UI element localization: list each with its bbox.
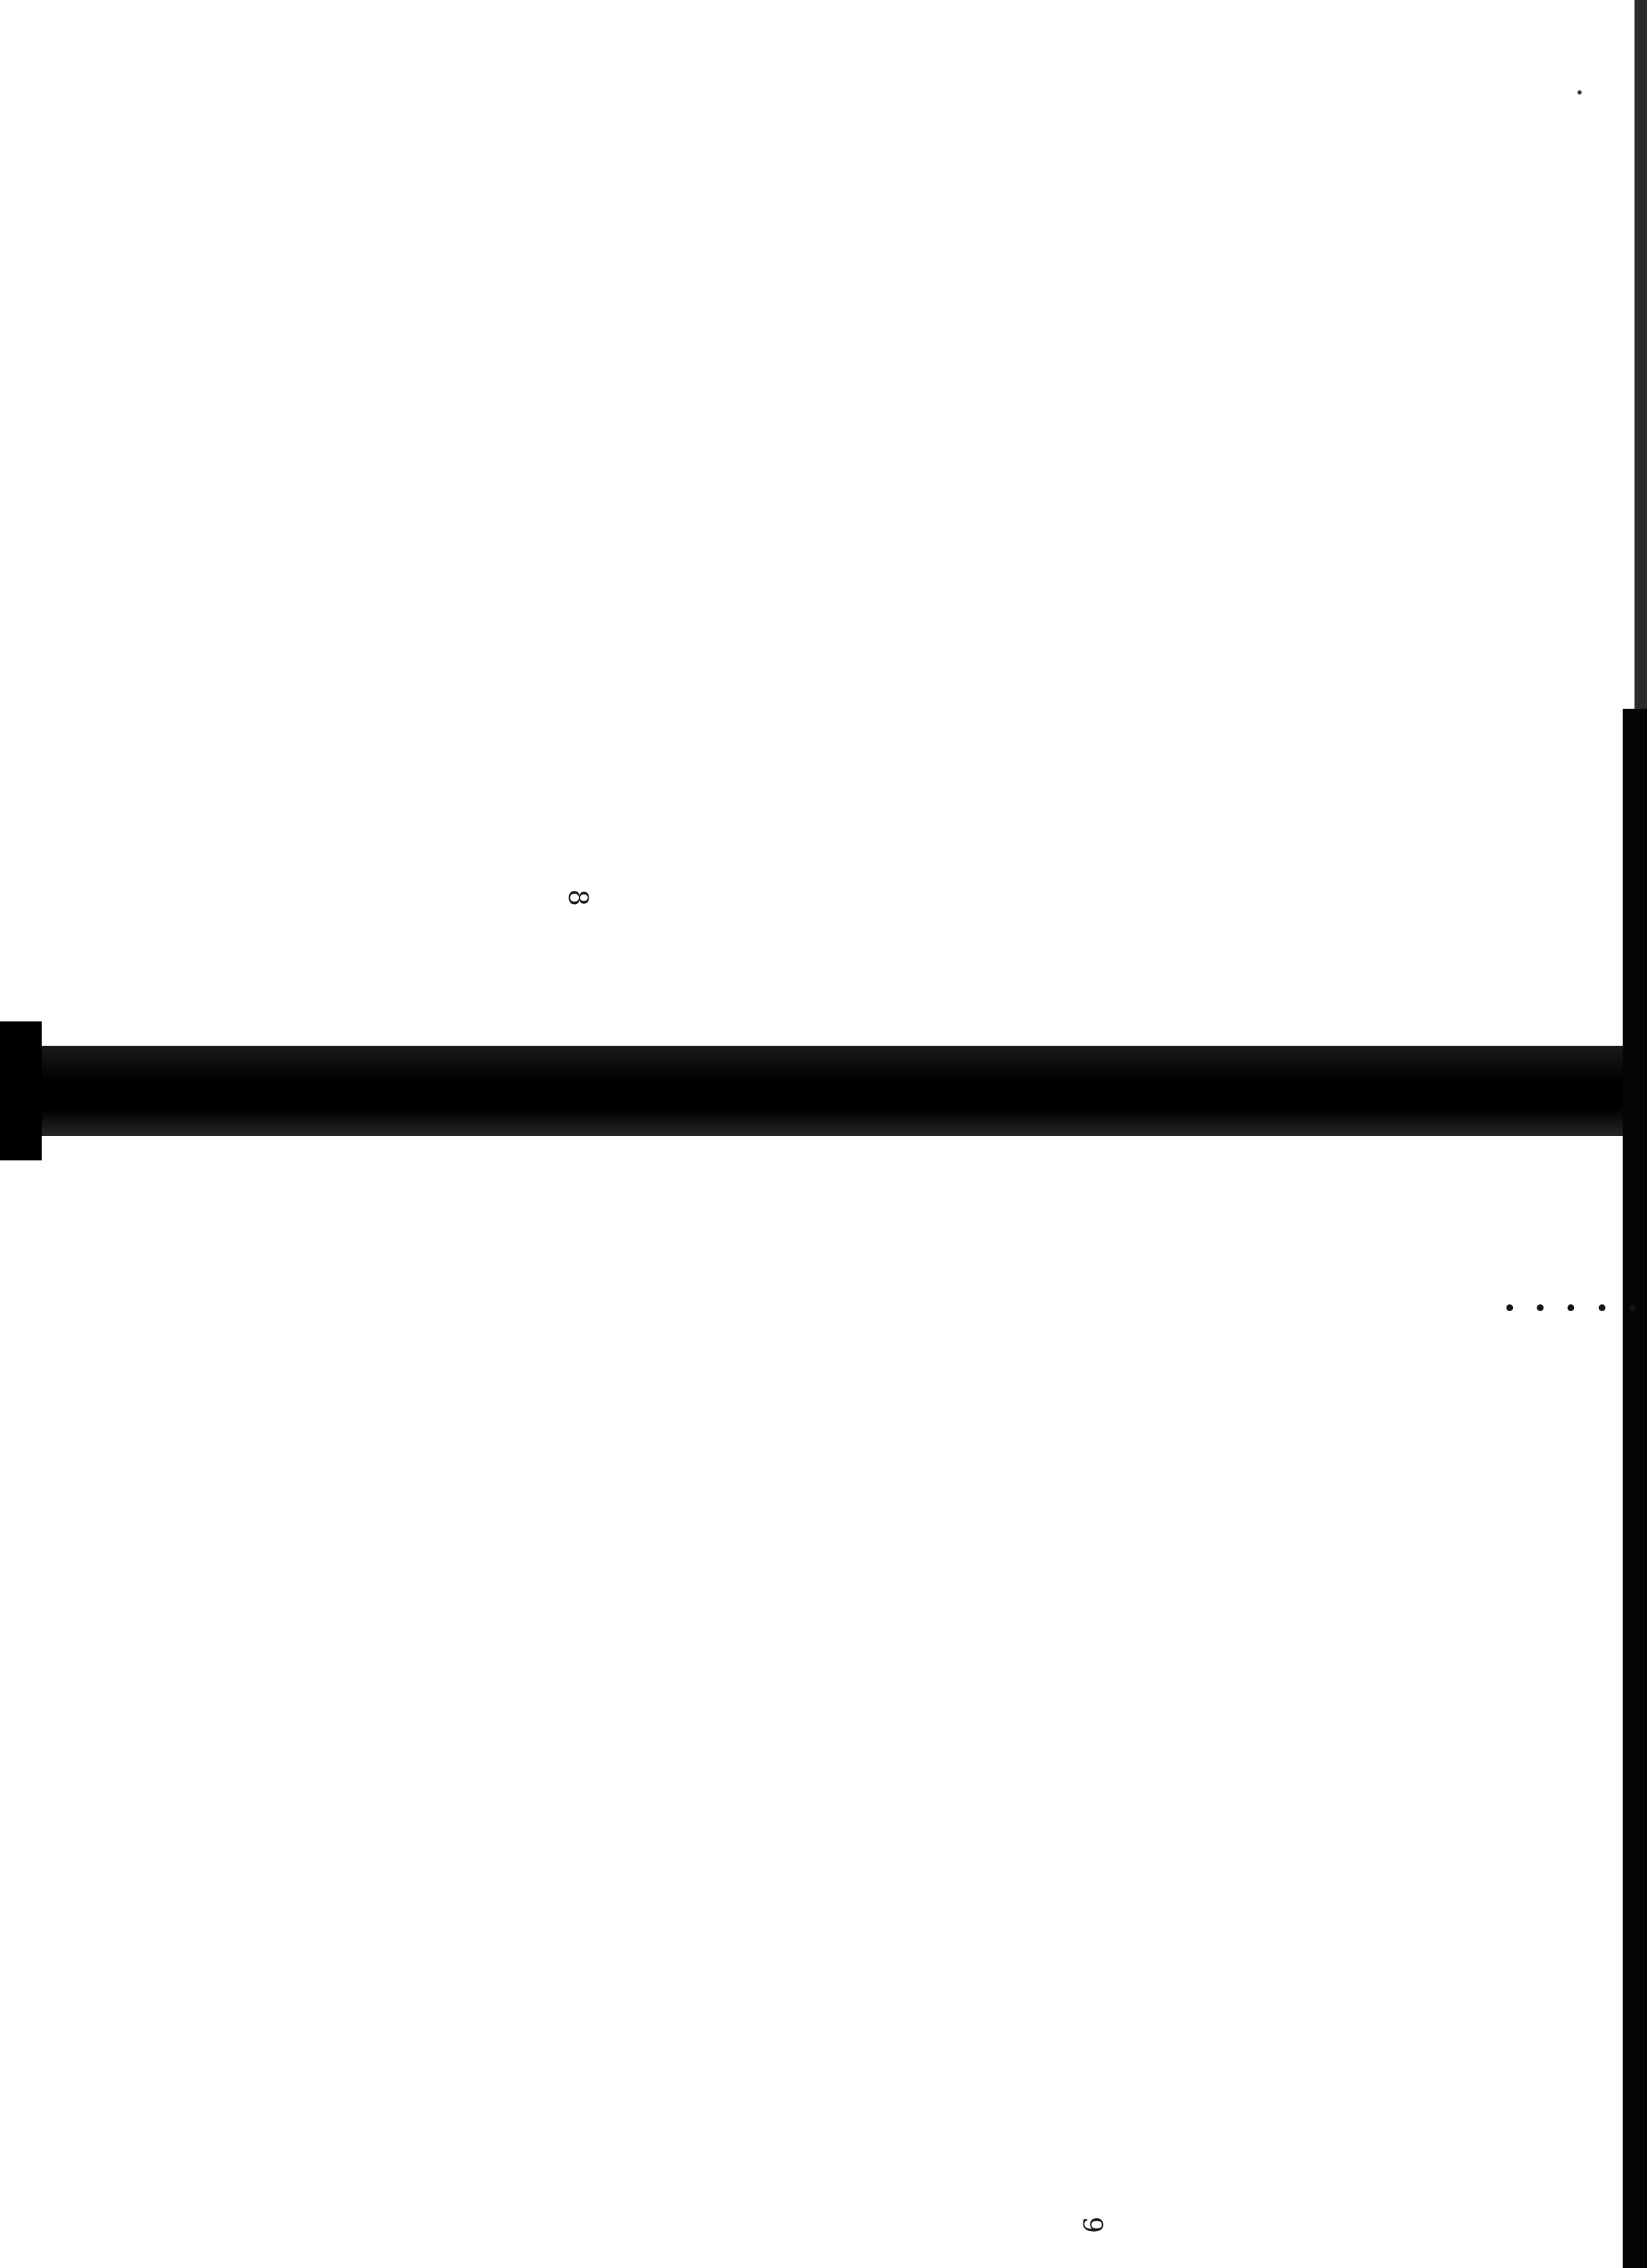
page-number-text: 8 <box>563 889 594 907</box>
book-spine-shadow <box>0 1046 1647 1136</box>
bullet-item <box>1555 1265 1585 2189</box>
page-number <box>1077 2210 1108 2240</box>
bullet-item <box>1616 1265 1647 2189</box>
page-9 <box>111 1265 1647 2189</box>
bullet-item <box>1524 1265 1555 2189</box>
page-number-text: 9 <box>1077 2216 1108 2234</box>
bullet-item <box>1585 1265 1616 2189</box>
page-8 <box>226 35 1647 966</box>
bullet-item <box>1493 1265 1524 2189</box>
book-spine-edge <box>0 1021 42 1160</box>
page-number <box>563 882 594 913</box>
page-9-text <box>1493 1265 1647 2189</box>
